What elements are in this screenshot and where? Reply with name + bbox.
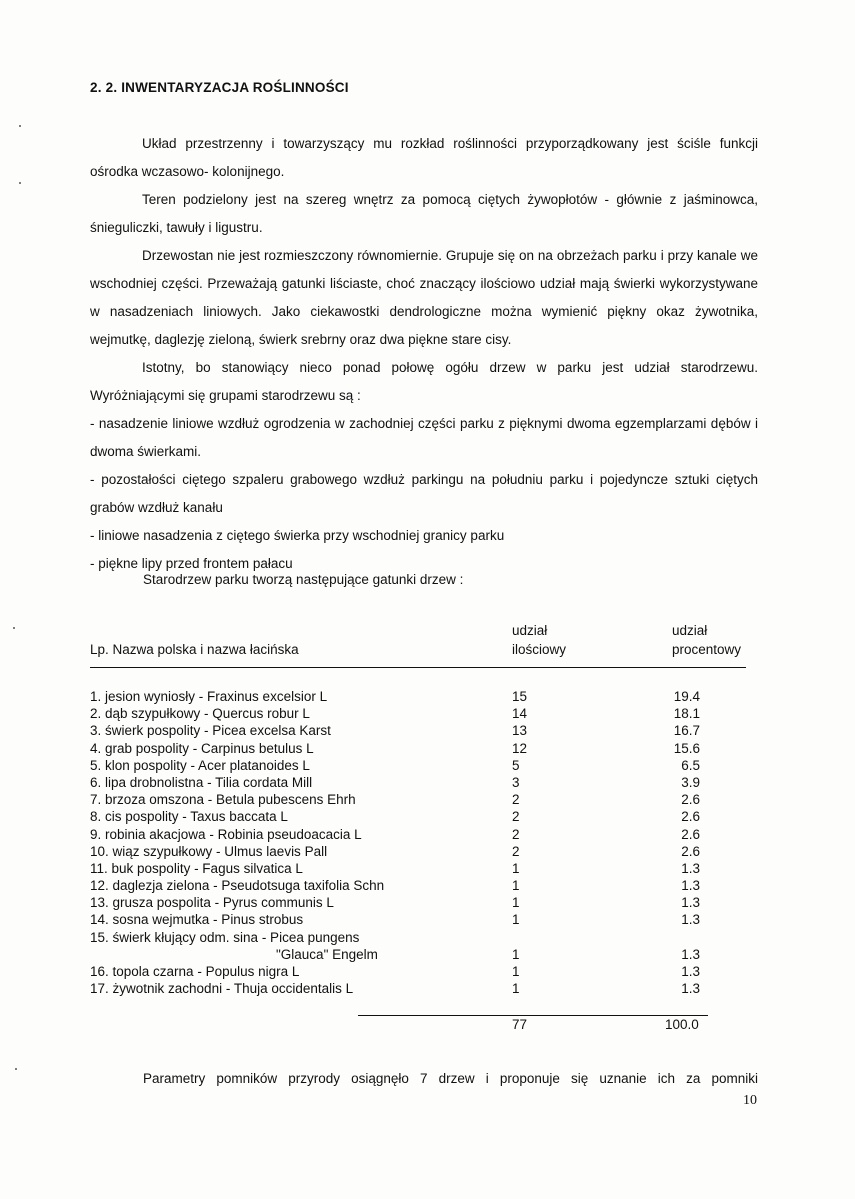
species-count: 2 xyxy=(512,826,520,842)
species-count: 13 xyxy=(512,723,528,739)
species-count: 15 xyxy=(512,689,528,704)
table-row xyxy=(90,808,760,825)
table-row xyxy=(90,722,760,739)
table-intro: Starodrzew parku tworzą następujące gatunki drzew : xyxy=(143,572,464,587)
species-percent: 18.1 xyxy=(673,706,700,722)
bullet-item: - piękne lipy przed frontem pałacu xyxy=(90,556,293,571)
species-name: 4. grab pospolity - Carpinus betulus L xyxy=(90,740,314,756)
species-percent: 1.3 xyxy=(681,860,700,876)
species-count: 2 xyxy=(512,809,520,825)
bullet-item: - nasadzenie liniowe wzdłuż ogrodzenia w zachodniej części parku z pięknymi dwoma egzemplarzami dębów i dwoma świerkami. xyxy=(90,416,758,459)
section-heading: 2. 2. INWENTARYZACJA ROŚLINNOŚCI xyxy=(90,80,349,95)
table-row xyxy=(90,740,760,757)
species-percent: 1.3 xyxy=(681,946,700,962)
species-percent: 2.6 xyxy=(681,809,700,825)
header-count xyxy=(512,621,566,659)
species-count: 1 xyxy=(512,981,520,997)
total-percent: 100.0 xyxy=(665,1017,699,1032)
table-row xyxy=(90,774,760,791)
table-row xyxy=(90,705,760,722)
species-name: 2. dąb szypułkowy - Quercus robur L xyxy=(90,706,310,722)
table-row xyxy=(90,757,760,774)
species-percent: 1.3 xyxy=(681,912,700,928)
paragraph: Układ przestrzenny i towarzyszący mu rozkład roślinności przyporządkowany jest ściśle funkcji ośrodka wczasowo- kolonijnego. xyxy=(90,136,758,179)
species-count: 5 xyxy=(512,757,520,773)
species-count: 1 xyxy=(512,860,520,876)
species-name: 1. jesion wyniosły - Fraxinus excelsior L xyxy=(90,689,328,704)
species-name: 8. cis pospolity - Taxus baccata L xyxy=(90,809,288,825)
species-name: 3. świerk pospolity - Picea excelsa Karst xyxy=(90,723,331,739)
species-count: 2 xyxy=(512,843,520,859)
scan-speck xyxy=(19,125,21,127)
species-name: 12. daglezja zielona - Pseudotsuga taxifolia Schn xyxy=(90,878,385,894)
closing-text: Parametry pomników przyrody osiągnęło 7 drzew i proponuje się uznanie ich za pomniki xyxy=(143,1071,758,1086)
table-row xyxy=(90,877,760,894)
scan-speck xyxy=(15,1068,17,1070)
species-count: 1 xyxy=(512,912,520,928)
species-percent: 2.6 xyxy=(681,792,700,808)
paragraph: Teren podzielony jest na szereg wnętrz za pomocą ciętych żywopłotów - głównie z jaśminowca, śnieguliczki, tawuły i ligustru. xyxy=(90,192,758,235)
species-count: 1 xyxy=(512,878,520,894)
species-name: 10. wiąz szypułkowy - Ulmus laevis Pall xyxy=(90,843,328,859)
bullet-item: - liniowe nasadzenia z ciętego świerka przy wschodniej granicy parku xyxy=(90,528,505,543)
body-text xyxy=(90,130,758,578)
species-name: 9. robinia akacjowa - Robinia pseudoacacia L xyxy=(90,826,362,842)
table-row xyxy=(90,911,760,928)
species-percent: 6.5 xyxy=(681,757,700,773)
species-name: 11. buk pospolity - Fagus silvatica L xyxy=(90,860,303,876)
species-name: 13. grusza pospolita - Pyrus communis L xyxy=(90,895,334,911)
species-percent: 2.6 xyxy=(681,843,700,859)
species-percent: 19.4 xyxy=(673,689,700,704)
paragraph: Drzewostan nie jest rozmieszczony równomiernie. Grupuje się on na obrzeżach parku i przy kanale we wschodniej części. Przeważają gatunki liściaste, choć znaczący ilościowo udział mają świerki wykorzystywane w nasadzeniach liniowych. Jako ciekawostki dendrologiczne można wymienić piękny okaz żywotnika, wejmutkę, daglezję zieloną, świerk srebrny oraz dwa piękne stare cisy. xyxy=(90,248,758,347)
scan-speck xyxy=(19,182,21,184)
species-percent: 1.3 xyxy=(681,895,700,911)
header-name: Lp. Nazwa polska i nazwa łacińska xyxy=(90,642,299,657)
table-rows xyxy=(90,688,760,997)
species-name: "Glauca" Engelm xyxy=(276,946,378,962)
species-name: 15. świerk kłujący odm. sina - Picea pungens xyxy=(90,929,360,945)
header-count-line1: udział xyxy=(512,623,548,638)
species-count: 12 xyxy=(512,740,528,756)
table-row xyxy=(90,929,760,946)
species-percent: 1.3 xyxy=(681,878,700,894)
species-name: 5. klon pospolity - Acer platanoides L xyxy=(90,757,310,773)
total-count: 77 xyxy=(512,1017,528,1032)
species-count: 1 xyxy=(512,964,520,979)
species-count: 1 xyxy=(512,895,520,911)
bullet-item: - pozostałości ciętego szpaleru grabowego wzdłuż parkingu na południu parku i pojedyncze sztuki ciętych grabów wzdłuż kanału xyxy=(90,472,758,515)
header-rule xyxy=(90,667,746,668)
species-count: 2 xyxy=(512,792,520,808)
scan-speck xyxy=(13,627,15,629)
table-row xyxy=(90,860,760,877)
species-percent: 15.6 xyxy=(673,740,700,756)
header-pct xyxy=(672,621,741,659)
header-count-line2: ilościowy xyxy=(512,642,567,657)
species-percent: 3.9 xyxy=(681,774,700,790)
species-name: 16. topola czarna - Populus nigra L xyxy=(90,964,300,979)
species-percent: 2.6 xyxy=(681,826,700,842)
species-percent: 16.7 xyxy=(673,723,700,739)
species-name: 14. sosna wejmutka - Pinus strobus xyxy=(90,912,304,928)
table-row xyxy=(90,980,760,997)
species-percent: 1.3 xyxy=(681,981,700,997)
paragraph: Istotny, bo stanowiący nieco ponad połowę ogółu drzew w parku jest udział starodrzewu. Wyróżniającymi się grupami starodrzewu są : xyxy=(90,360,758,403)
table-row xyxy=(90,688,760,705)
species-count: 1 xyxy=(512,946,520,962)
table-row xyxy=(90,843,760,860)
table-row xyxy=(90,894,760,911)
species-count: 14 xyxy=(512,706,528,722)
header-pct-line1: udział xyxy=(672,623,708,638)
header-pct-line2: procentowy xyxy=(672,642,742,657)
species-count: 3 xyxy=(512,774,520,790)
species-percent: 1.3 xyxy=(681,964,700,979)
species-name: 6. lipa drobnolistna - Tilia cordata Mill xyxy=(90,774,313,790)
table-row xyxy=(90,946,760,963)
total-rule xyxy=(358,1015,708,1016)
page-number: 10 xyxy=(743,1093,757,1108)
species-name: 17. żywotnik zachodni - Thuja occidentalis L xyxy=(90,981,354,997)
table-row xyxy=(90,826,760,843)
table-row xyxy=(90,963,760,980)
species-name: 7. brzoza omszona - Betula pubescens Ehrh xyxy=(90,792,356,808)
table-row xyxy=(90,791,760,808)
